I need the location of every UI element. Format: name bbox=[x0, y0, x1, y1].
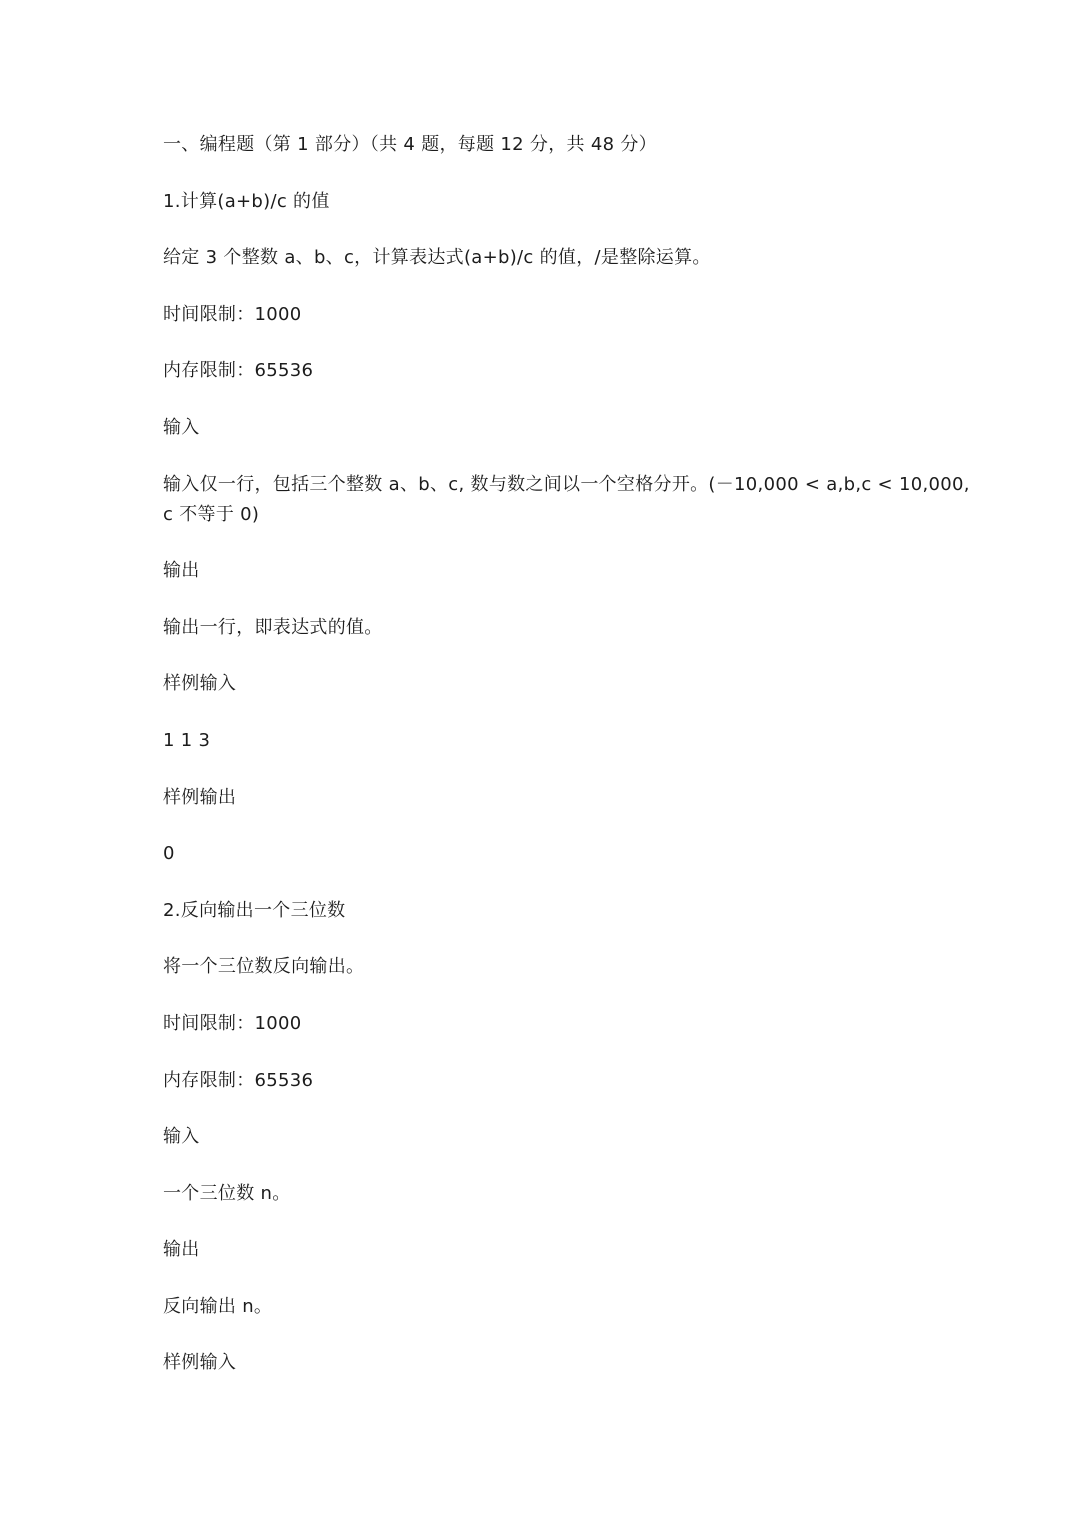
problem-2-output-label: 输出 bbox=[163, 1239, 200, 1261]
problem-2-output-description: 反向输出 n。 bbox=[163, 1295, 273, 1317]
problem-2-input-label: 输入 bbox=[163, 1126, 200, 1148]
problem-1-input-description-line-1: 输入仅一行，包括三个整数 a、b、c, 数与数之间以一个空格分开。(－10,000 < a,b,c < 10,000, bbox=[163, 473, 970, 495]
problem-2-sample-input-label: 样例输入 bbox=[163, 1352, 237, 1374]
problem-1-sample-input: 1 1 3 bbox=[163, 729, 211, 751]
problem-1-time-limit: 时间限制：1000 bbox=[163, 303, 302, 325]
problem-1-input-description bbox=[163, 470, 970, 530]
problem-2-description: 将一个三位数反向输出。 bbox=[163, 956, 365, 978]
problem-1-description: 给定 3 个整数 a、b、c，计算表达式(a+b)/c 的值，/是整除运算。 bbox=[163, 247, 711, 269]
problem-1-input-label: 输入 bbox=[163, 416, 200, 438]
problem-2-time-limit: 时间限制：1000 bbox=[163, 1012, 302, 1034]
problem-1-sample-output: 0 bbox=[163, 843, 175, 865]
section-heading: 一、编程题（第 1 部分）（共 4 题，每题 12 分，共 48 分） bbox=[163, 134, 657, 155]
problem-1-output-label: 输出 bbox=[163, 560, 200, 582]
problem-1-input-description-line-2: c 不等于 0) bbox=[163, 503, 260, 525]
problem-1-sample-input-label: 样例输入 bbox=[163, 673, 237, 695]
problem-1-title: 1.计算(a+b)/c 的值 bbox=[163, 190, 330, 212]
problem-1-memory-limit: 内存限制：65536 bbox=[163, 360, 314, 382]
problem-1-sample-output-label: 样例输出 bbox=[163, 786, 237, 808]
problem-2-title: 2.反向输出一个三位数 bbox=[163, 899, 346, 921]
problem-2-memory-limit: 内存限制：65536 bbox=[163, 1069, 314, 1091]
document-content bbox=[163, 130, 970, 1405]
problem-1-output-description: 输出一行，即表达式的值。 bbox=[163, 616, 383, 638]
problem-2-input-description: 一个三位数 n。 bbox=[163, 1182, 291, 1204]
